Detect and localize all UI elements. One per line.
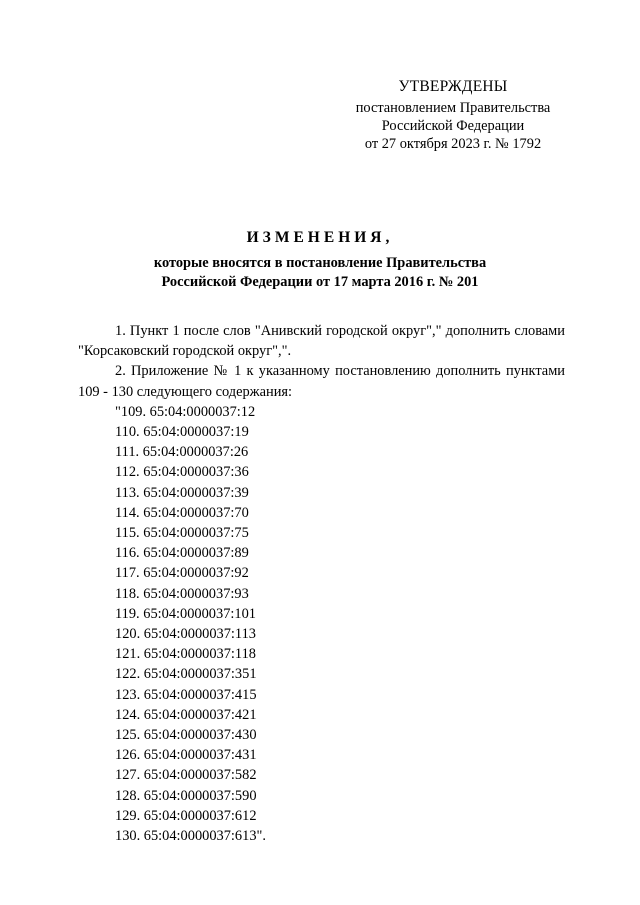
list-item: 111. 65:04:0000037:26	[115, 444, 249, 461]
approval-line-2: Российской Федерации	[381, 118, 525, 134]
approval-stamp	[330, 78, 576, 153]
title-subtitle-1: которые вносятся в постановление Правительства	[153, 255, 487, 271]
list-item: 120. 65:04:0000037:113	[115, 626, 256, 643]
document-title	[40, 228, 600, 292]
paragraph-2: 2. Приложение № 1 к указанному постановлению дополнить пунктами 109 - 130 следующего содержания:	[78, 363, 565, 400]
document-body	[78, 321, 565, 846]
list-item: 121. 65:04:0000037:118	[115, 646, 256, 663]
list-item: 116. 65:04:0000037:89	[115, 545, 249, 562]
list-item: 124. 65:04:0000037:421	[115, 706, 257, 723]
list-item: 125. 65:04:0000037:430	[115, 727, 257, 744]
title-subtitle-2: Российской Федерации от 17 марта 2016 г. № 201	[161, 274, 479, 290]
list-item: 128. 65:04:0000037:590	[115, 787, 257, 804]
list-item: 119. 65:04:0000037:101	[115, 605, 256, 622]
list-item: 126. 65:04:0000037:431	[115, 747, 257, 764]
list-item: 113. 65:04:0000037:39	[115, 484, 249, 501]
approval-line-1: постановлением Правительства	[355, 100, 551, 116]
list-item: 114. 65:04:0000037:70	[115, 504, 249, 521]
list-item: 129. 65:04:0000037:612	[115, 807, 257, 824]
list-item: 112. 65:04:0000037:36	[115, 464, 249, 481]
list-item: 110. 65:04:0000037:19	[115, 424, 249, 441]
list-item: 127. 65:04:0000037:582	[115, 767, 257, 784]
title-main: ИЗМЕНЕНИЯ,	[246, 229, 394, 246]
list-item: "109. 65:04:0000037:12	[115, 403, 256, 420]
paragraph-1: 1. Пункт 1 после слов "Анивский городской округ"," дополнить словами "Корсаковский городской округ",".	[78, 323, 565, 360]
approval-heading: УТВЕРЖДЕНЫ	[398, 78, 508, 95]
cadastral-list	[78, 402, 565, 846]
list-item: 118. 65:04:0000037:93	[115, 585, 249, 602]
list-item: 122. 65:04:0000037:351	[115, 666, 257, 683]
list-item: 130. 65:04:0000037:613".	[115, 828, 266, 845]
list-item: 115. 65:04:0000037:75	[115, 525, 249, 542]
list-item: 117. 65:04:0000037:92	[115, 565, 249, 582]
approval-line-3: от 27 октября 2023 г. № 1792	[364, 136, 542, 152]
list-item: 123. 65:04:0000037:415	[115, 686, 257, 703]
